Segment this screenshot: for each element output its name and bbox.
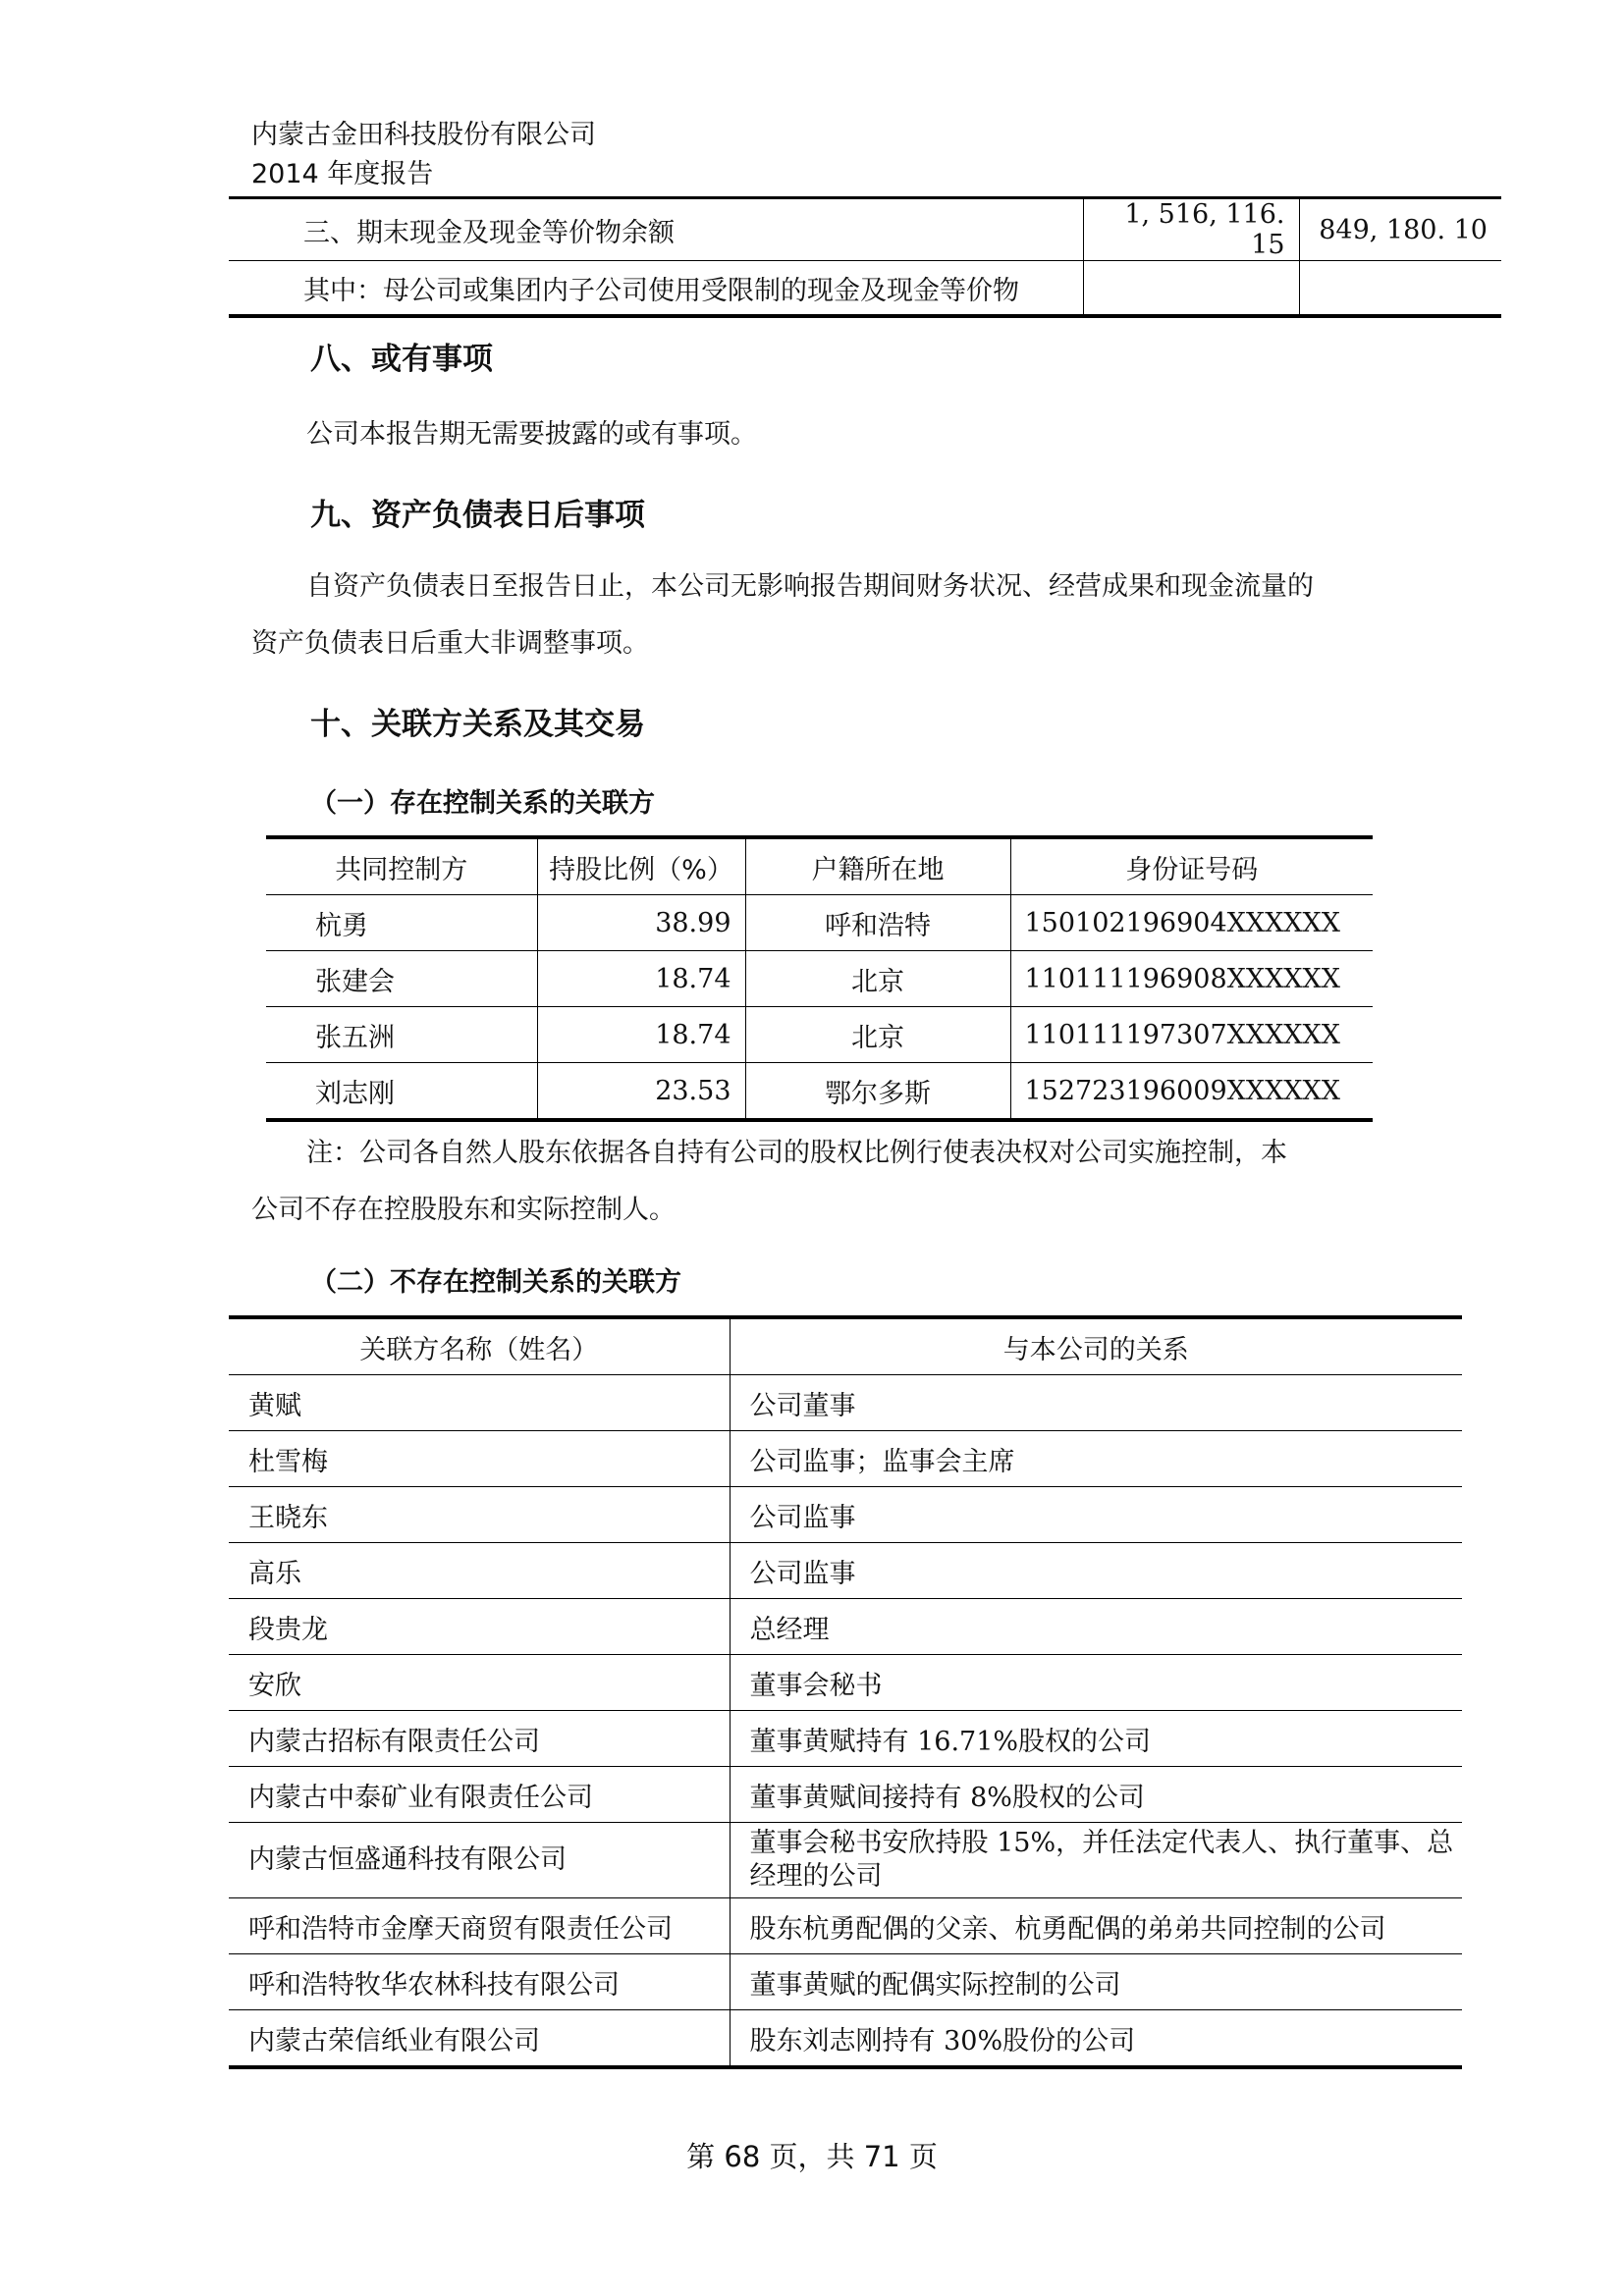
table-row — [229, 2010, 1462, 2068]
table-header-row — [229, 1317, 1462, 1375]
table-row — [266, 951, 1373, 1007]
share-ratio: 18.74 — [537, 951, 745, 1007]
table-row — [229, 1431, 1462, 1487]
section-9-text-line1: 自资产负债表日至报告日止，本公司无影响报告期间财务状况、经营成果和现金流量的 — [306, 571, 1314, 602]
related-party-name: 王晓东 — [229, 1487, 730, 1543]
table-row — [229, 1823, 1462, 1898]
control-parties-table — [266, 835, 1373, 1122]
cash-row-label: 其中：母公司或集团内子公司使用受限制的现金及现金等价物 — [229, 261, 1083, 317]
table-row — [229, 1655, 1462, 1711]
related-party-name: 高乐 — [229, 1543, 730, 1599]
related-party-name: 内蒙古恒盛通科技有限公司 — [229, 1823, 730, 1898]
table-row — [229, 1375, 1462, 1431]
relationship: 公司监事 — [730, 1487, 1462, 1543]
relationship: 股东刘志刚持有 30%股份的公司 — [730, 2010, 1462, 2068]
residence: 鄂尔多斯 — [745, 1063, 1010, 1121]
relationship: 公司董事 — [730, 1375, 1462, 1431]
id-number: 110111196908XXXXXX — [1010, 951, 1373, 1007]
relationship: 董事会秘书安欣持股 15%，并任法定代表人、执行董事、总经理的公司 — [730, 1823, 1462, 1898]
related-party-name: 内蒙古荣信纸业有限公司 — [229, 2010, 730, 2068]
party-name: 杭勇 — [266, 895, 537, 951]
residence: 北京 — [745, 951, 1010, 1007]
relationship: 总经理 — [730, 1599, 1462, 1655]
table-row — [229, 261, 1501, 317]
subsection-2-title: （二）不存在控制关系的关联方 — [310, 1267, 681, 1298]
relationship: 股东杭勇配偶的父亲、杭勇配偶的弟弟共同控制的公司 — [730, 1898, 1462, 1954]
related-parties-table — [229, 1315, 1462, 2069]
col-header: 户籍所在地 — [745, 837, 1010, 895]
section-9-title: 九、资产负债表日后事项 — [310, 498, 645, 533]
col-header: 关联方名称（姓名） — [229, 1317, 730, 1375]
party-name: 刘志刚 — [266, 1063, 537, 1121]
related-party-name: 呼和浩特牧华农林科技有限公司 — [229, 1954, 730, 2010]
note-line1: 注：公司各自然人股东依据各自持有公司的股权比例行使表决权对公司实施控制，本 — [306, 1138, 1287, 1168]
related-party-name: 黄赋 — [229, 1375, 730, 1431]
relationship: 公司监事 — [730, 1543, 1462, 1599]
share-ratio: 23.53 — [537, 1063, 745, 1121]
share-ratio: 18.74 — [537, 1007, 745, 1063]
cash-table — [229, 199, 1501, 318]
relationship: 董事黄赋间接持有 8%股权的公司 — [730, 1767, 1462, 1823]
related-party-name: 安欣 — [229, 1655, 730, 1711]
cash-row-prior — [1299, 261, 1501, 317]
party-name: 张五洲 — [266, 1007, 537, 1063]
relationship: 董事黄赋持有 16.71%股权的公司 — [730, 1711, 1462, 1767]
section-8-title: 八、或有事项 — [310, 342, 493, 377]
table-row — [229, 1954, 1462, 2010]
company-name: 内蒙古金田科技股份有限公司 — [251, 120, 596, 150]
related-party-name: 内蒙古中泰矿业有限责任公司 — [229, 1767, 730, 1823]
table-row — [266, 895, 1373, 951]
id-number: 152723196009XXXXXX — [1010, 1063, 1373, 1121]
col-header: 与本公司的关系 — [730, 1317, 1462, 1375]
relationship: 董事黄赋的配偶实际控制的公司 — [730, 1954, 1462, 2010]
relationship: 董事会秘书 — [730, 1655, 1462, 1711]
table-row — [229, 1898, 1462, 1954]
residence: 呼和浩特 — [745, 895, 1010, 951]
related-party-name: 段贵龙 — [229, 1599, 730, 1655]
cash-row-label: 三、期末现金及现金等价物余额 — [229, 199, 1083, 261]
cash-row-current: 1, 516, 116. 15 — [1083, 199, 1299, 261]
page-footer: 第 68 页，共 71 页 — [686, 2140, 938, 2173]
table-row — [229, 1599, 1462, 1655]
share-ratio: 38.99 — [537, 895, 745, 951]
residence: 北京 — [745, 1007, 1010, 1063]
related-party-name: 呼和浩特市金摩天商贸有限责任公司 — [229, 1898, 730, 1954]
party-name: 张建会 — [266, 951, 537, 1007]
section-8-text: 公司本报告期无需要披露的或有事项。 — [306, 419, 757, 450]
table-row — [229, 1487, 1462, 1543]
table-row — [229, 1767, 1462, 1823]
table-row — [229, 199, 1501, 261]
relationship: 公司监事；监事会主席 — [730, 1431, 1462, 1487]
report-title: 2014 年度报告 — [251, 159, 434, 189]
col-header: 身份证号码 — [1010, 837, 1373, 895]
table-row — [229, 1711, 1462, 1767]
id-number: 150102196904XXXXXX — [1010, 895, 1373, 951]
table-row — [266, 1007, 1373, 1063]
table-row — [229, 1543, 1462, 1599]
cash-row-prior: 849, 180. 10 — [1299, 199, 1501, 261]
table-header-row — [266, 837, 1373, 895]
section-9-text-line2: 资产负债表日后重大非调整事项。 — [251, 628, 649, 659]
col-header: 持股比例（%） — [537, 837, 745, 895]
subsection-1-title: （一）存在控制关系的关联方 — [310, 788, 655, 819]
table-row — [266, 1063, 1373, 1121]
page-header — [251, 116, 1498, 194]
section-10-title: 十、关联方关系及其交易 — [310, 707, 645, 742]
related-party-name: 杜雪梅 — [229, 1431, 730, 1487]
cash-row-current — [1083, 261, 1299, 317]
note-line2: 公司不存在控股股东和实际控制人。 — [251, 1195, 676, 1225]
col-header: 共同控制方 — [266, 837, 537, 895]
id-number: 110111197307XXXXXX — [1010, 1007, 1373, 1063]
related-party-name: 内蒙古招标有限责任公司 — [229, 1711, 730, 1767]
